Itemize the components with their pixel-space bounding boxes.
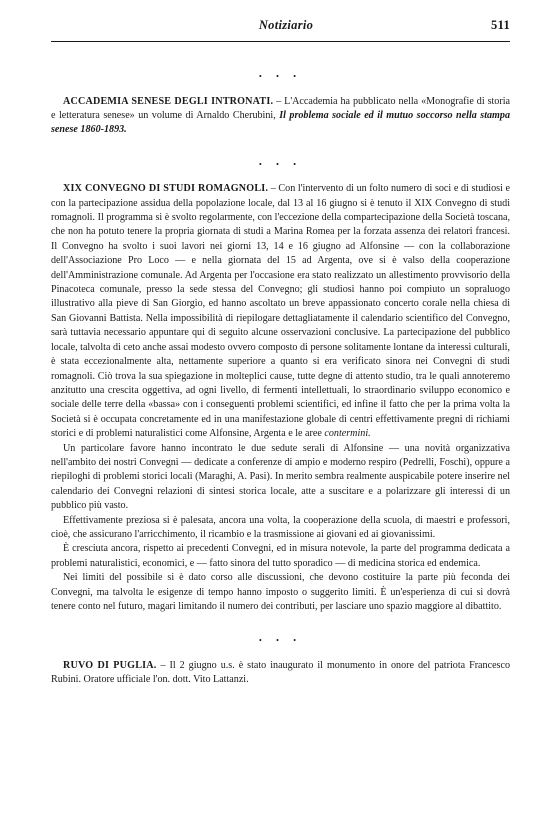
section-separator: • • •	[258, 71, 303, 81]
news-item-ruvo	[51, 659, 510, 688]
item-text: – Il 2 giugno u.s. è stato inaugurato il monumento in onore del patriota Francesco Rubini. Oratore ufficiale l'on. dott. Vito Lattanzi.	[51, 659, 510, 686]
item-paragraph: Nei limiti del possibile si è dato corso alle discussioni, che devono costituire la parte più feconda dei Convegni, ma talvolta le esigenze di tempo hanno imposto o suggerito limiti. È un'esperienza di cui si dovrà tenere conto nel futuro, magari limitando il numero dei contributi, per lasciare uno spazio maggiore al dibattito.	[51, 572, 510, 612]
section-title: Notiziario	[258, 18, 314, 32]
item-heading: XIX CONVEGNO DI STUDI ROMAGNOLI.	[63, 183, 269, 195]
item-paragraph: Un particolare favore hanno incontrato le due sedute serali di Alfonsine — una novità organizzativa nell'ambito dei nostri Convegni — dedicate a conferenze di ampio e moderno respiro (Pedrelli, Foschi), oppure a riepiloghi di problemi storici locali (Maraghi, A. Pasi). In merito sembra realmente auspicabile potere inserire nel calendario dei Convegni relazioni di sintesi storica locale, atte a suscitare e a polarizzare gli interessi di un pubblico più vasto.	[51, 442, 510, 512]
book-title: Il problema sociale ed il mutuo soccorso nella stampa senese 1860-1893.	[51, 109, 510, 136]
section-separator: • • •	[258, 635, 303, 646]
item-heading: ACCADEMIA SENESE DEGLI INTRONATI.	[63, 95, 274, 107]
item-paragraph	[51, 182, 510, 441]
news-item-accademia	[51, 95, 510, 138]
item-paragraph: È cresciuta ancora, rispetto ai precedenti Convegni, ed in misura notevole, la parte del programma dedicata a problemi naturalistici, economici, e — fatto sinora del tutto sporadico — di medicina storica ed endemica.	[51, 543, 510, 569]
news-item-convegno	[51, 182, 510, 614]
item-text: – L'Accademia ha pubblicato nella «Monografie di storia e letteratura senese» un volume di Arnaldo Cherubini,	[51, 95, 511, 121]
item-paragraph	[51, 659, 510, 688]
item-paragraph: Effettivamente preziosa si è palesata, ancora una volta, la cooperazione della scuola, di maestri e professori, cioè, che assicurano l'arricchimento, il ricambio e la trasmissione ai giovani ed ai giovanissimi.	[51, 514, 510, 540]
item-heading: RUVO DI PUGLIA.	[63, 659, 157, 671]
item-text-italic: contermini.	[324, 428, 371, 440]
page-number: 511	[491, 18, 510, 32]
running-header	[51, 18, 510, 38]
header-rule	[51, 41, 510, 42]
item-text: – Con l'intervento di un folto numero di soci e di studiosi e con la partecipazione assidua della popolazione locale, dal 13 al 16 giugno si è tenuto il XIX Convegno di studi romagnoli. Il programma si è svolto regolarmente, con l'eccezione della compartecipazione della Società toscana, che non ha potuto tenere la propria giornata di studi a Marina Romea per la forzata assenza dei relatori francesi. Il Convegno ha svolto i suoi lavori nei giorni 13, 14 e 16 giugno ad Alfonsine — con la collaborazione dell'Associazione Pro Loco — e nella giornata del 15 ad Argenta, ove si è valso della cooperazione dell'Amministrazione comunale. Ad Argenta per l'occasione era stato realizzato un allestimento provvisorio della Pinacoteca comunale, presso la sede stessa del Convegno; gli studiosi hanno poi compiuto un sopraluogo illustrativo alla pieve di San Giorgio, ed hanno ascoltato un breve appassionato concerto corale nella chiesa di San Giovanni Battista. Nella impossibilità di riepilogare dettagliatamente il calendario scientifico del Convegno, sarà tuttavia necessario appuntare qui di seguito alcune osservazioni conclusive. La partecipazione del pubblico locale, talvolta di ceto anche assai modesto ovvero composto di persone solitamente lontane da interessi culturali, è stata eccezionalmente alta, nettamente superiore a quanto si era verificato sinora nei Convegni di studi romagnoli. Ciò trova la sua spiegazione in molteplici cause, tutte degne di attento studio, tra le quali annoteremo anzitutto una crescita oggettiva, ad ogni livello, di fermenti intellettuali, lo straordinario sviluppo economico e sociale delle terre della «bassa» con i conseguenti problemi scientifici, ed infine il fatto che per la prima volta la Società si è occupata concretamente ed in una manifestazione globale di centri effettivamente pregni di richiami storici e di problemi naturalistici come Alfonsine, Argenta e le aree	[51, 183, 510, 440]
section-separator: • • •	[258, 158, 303, 169]
item-paragraph	[51, 95, 510, 138]
